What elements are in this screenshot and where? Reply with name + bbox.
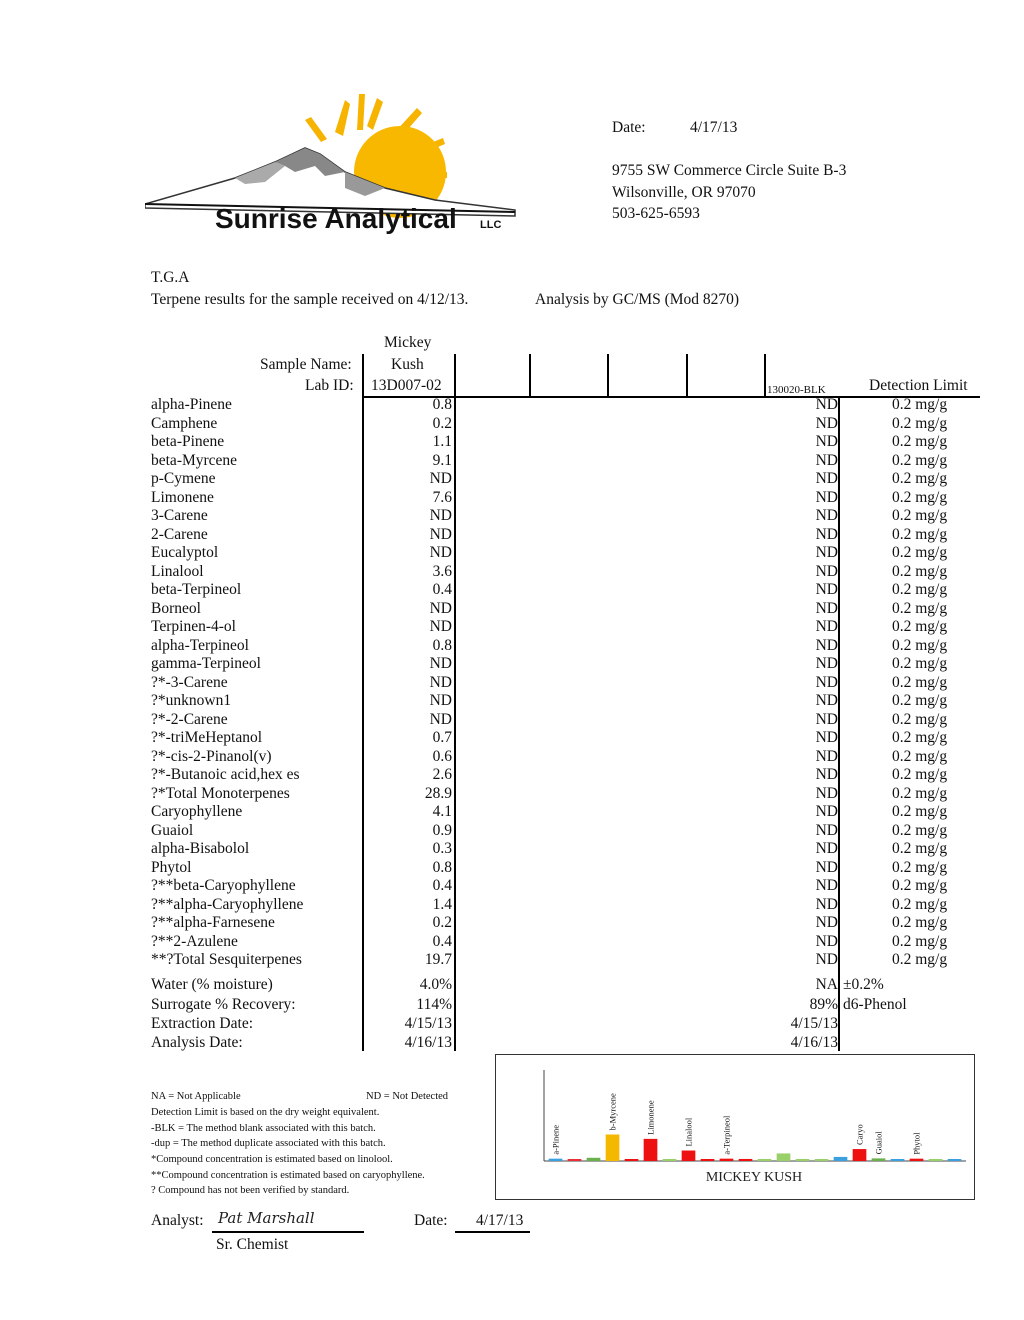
- analyst-title: Sr. Chemist: [216, 1236, 289, 1253]
- chart-svg: [496, 1055, 974, 1199]
- compound-name: Camphene: [151, 414, 218, 432]
- blank-value: ND: [815, 877, 838, 894]
- chart-bar-label: Guaiol: [873, 1131, 884, 1155]
- sample-value: 1.1: [432, 433, 452, 450]
- chart-bar: [701, 1159, 715, 1161]
- summary-value: 4/16/13: [404, 1034, 452, 1051]
- column-divider: [529, 354, 531, 398]
- blank-value: ND: [815, 470, 838, 487]
- note-line: -BLK = The method blank associated with this batch.: [151, 1123, 376, 1134]
- sample-value: ND: [429, 710, 452, 728]
- compound-name: ?*unknown1: [151, 692, 232, 709]
- summary-blank: 4/16/13: [790, 1034, 838, 1051]
- detection-limit: 0.2 mg/g: [892, 507, 948, 524]
- detection-limit: 0.2 mg/g: [892, 525, 948, 543]
- sample-value: 2.6: [432, 766, 452, 783]
- blank-value: ND: [815, 784, 838, 802]
- note-line: ? Compound has not been verified by standard.: [151, 1185, 350, 1196]
- blank-value: ND: [815, 840, 838, 857]
- sample-value: ND: [429, 544, 452, 561]
- blank-value: ND: [815, 766, 838, 783]
- note-line: **Compound concentration is estimated based on caryophyllene.: [151, 1170, 425, 1181]
- summary-label: Surrogate % Recovery:: [151, 996, 296, 1013]
- chart-bar-label: Limonene: [645, 1100, 656, 1135]
- compound-name: gamma-Terpineol: [151, 655, 261, 672]
- blank-value: ND: [815, 396, 838, 413]
- compound-name: **?Total Sesquiterpenes: [151, 951, 302, 968]
- chart-bar-label: b-Myrcene: [607, 1093, 618, 1131]
- blank-value: ND: [815, 821, 838, 839]
- blank-value: ND: [815, 747, 838, 765]
- blank-value: ND: [815, 803, 838, 820]
- signature-date-label: Date:: [414, 1212, 448, 1229]
- blank-value: ND: [815, 951, 838, 968]
- summary-limit: d6-Phenol: [843, 996, 907, 1013]
- compound-name: alpha-Bisabolol: [151, 840, 250, 857]
- chart-bar-label: Linalool: [683, 1117, 694, 1147]
- summary-value: 114%: [416, 996, 452, 1013]
- blank-value: ND: [815, 618, 838, 635]
- blank-value: ND: [815, 932, 838, 950]
- sample-value: 7.6: [432, 488, 452, 506]
- terpene-chart: [495, 1054, 975, 1200]
- detection-limit: 0.2 mg/g: [892, 636, 948, 654]
- blank-value: ND: [815, 544, 838, 561]
- signature-date-value: 4/17/13: [476, 1212, 524, 1229]
- sample-name-line1: Mickey: [384, 334, 432, 351]
- compound-name: beta-Terpineol: [151, 581, 242, 598]
- chart-bar-label: a-Pinene: [550, 1124, 561, 1155]
- chart-bar: [834, 1157, 848, 1161]
- detection-limit: 0.2 mg/g: [892, 618, 948, 635]
- blank-value: ND: [815, 673, 838, 691]
- sample-value: 0.9: [432, 821, 452, 839]
- detection-limit: 0.2 mg/g: [892, 895, 948, 913]
- chart-bar: [606, 1135, 620, 1161]
- detection-limit: 0.2 mg/g: [892, 414, 948, 432]
- detection-limit: 0.2 mg/g: [892, 803, 948, 820]
- chart-bar: [663, 1159, 677, 1161]
- report-method: Analysis by GC/MS (Mod 8270): [535, 291, 740, 308]
- compound-name: Limonene: [151, 488, 214, 506]
- detection-limit: 0.2 mg/g: [892, 655, 948, 672]
- detection-limit: 0.2 mg/g: [892, 433, 948, 450]
- detection-limit: 0.2 mg/g: [892, 710, 948, 728]
- compound-name: Guaiol: [151, 821, 194, 839]
- header-date-label: Date:: [612, 119, 646, 136]
- sample-value: 3.6: [432, 562, 452, 580]
- compound-name: Terpinen-4-ol: [151, 618, 236, 635]
- compound-name: alpha-Terpineol: [151, 636, 249, 654]
- blank-value: ND: [815, 655, 838, 672]
- chart-bar: [587, 1158, 601, 1161]
- chart-bar: [777, 1153, 791, 1161]
- detection-limit: 0.2 mg/g: [892, 692, 948, 709]
- chart-bar: [682, 1151, 696, 1161]
- compound-name: ?*-2-Carene: [151, 710, 228, 728]
- blank-value: ND: [815, 914, 838, 931]
- chart-bar: [910, 1159, 924, 1161]
- sample-value: ND: [429, 507, 452, 524]
- column-divider: [454, 354, 456, 1051]
- sample-value: ND: [429, 692, 452, 709]
- sample-value: 0.2: [432, 914, 452, 931]
- analyst-signature: Pat Marshall: [218, 1209, 315, 1227]
- chart-bar: [625, 1159, 639, 1161]
- detection-limit: 0.2 mg/g: [892, 470, 948, 487]
- header-underline: [362, 396, 980, 398]
- compound-name: ?**2-Azulene: [151, 932, 238, 950]
- chart-title: MICKEY KUSH: [705, 1170, 803, 1185]
- compound-name: ?**alpha-Farnesene: [151, 914, 275, 931]
- compound-name: ?*-cis-2-Pinanol(v): [151, 747, 272, 765]
- detection-limit: 0.2 mg/g: [892, 451, 948, 469]
- compound-name: ?**beta-Caryophyllene: [151, 877, 296, 894]
- detection-limit: 0.2 mg/g: [892, 599, 948, 617]
- sample-value: 0.4: [432, 877, 452, 894]
- blank-value: ND: [815, 562, 838, 580]
- compound-name: 3-Carene: [151, 507, 208, 524]
- date-line: [455, 1231, 530, 1233]
- chart-bar: [853, 1149, 867, 1161]
- blank-value: ND: [815, 451, 838, 469]
- blank-value: ND: [815, 433, 838, 450]
- chart-bar: [796, 1159, 810, 1161]
- chart-bar: [891, 1159, 905, 1161]
- summary-blank: 89%: [809, 996, 838, 1013]
- chart-bar: [568, 1159, 582, 1161]
- compound-name: Linalool: [151, 562, 204, 580]
- chart-bar-label: Phytol: [911, 1132, 922, 1155]
- chart-bar: [644, 1139, 658, 1161]
- summary-label: Analysis Date:: [151, 1034, 243, 1051]
- blank-value: ND: [815, 507, 838, 524]
- column-divider: [838, 396, 840, 1051]
- sample-value: 0.4: [432, 932, 452, 950]
- compound-name: ?*-3-Carene: [151, 673, 228, 691]
- sample-value: ND: [429, 655, 452, 672]
- report-description: Terpene results for the sample received on 4/12/13.: [151, 291, 469, 308]
- compound-name: ?**alpha-Caryophyllene: [151, 895, 304, 913]
- detection-limit: 0.2 mg/g: [892, 396, 948, 413]
- client-name: T.G.A: [151, 269, 190, 286]
- detection-limit-header: Detection Limit: [869, 377, 968, 394]
- sample-value: 4.1: [432, 803, 452, 820]
- blank-value: ND: [815, 858, 838, 876]
- compound-name: 2-Carene: [151, 525, 208, 543]
- note-na: NA = Not Applicable: [151, 1091, 241, 1102]
- sample-value: ND: [429, 470, 452, 487]
- chart-bar: [929, 1159, 943, 1161]
- sample-value: 0.2: [432, 414, 452, 432]
- address-line2: Wilsonville, OR 97070: [612, 184, 756, 201]
- sample-value: ND: [429, 599, 452, 617]
- summary-blank: 4/15/13: [790, 1015, 838, 1032]
- column-divider: [607, 354, 609, 398]
- note-nd: ND = Not Detected: [366, 1091, 449, 1102]
- summary-limit: ±0.2%: [843, 976, 884, 993]
- blank-value: ND: [815, 525, 838, 543]
- sample-value: 19.7: [424, 951, 452, 968]
- compound-name: Caryophyllene: [151, 803, 243, 820]
- detection-limit: 0.2 mg/g: [892, 784, 948, 802]
- header-date-value: 4/17/13: [690, 119, 738, 136]
- chart-bar: [948, 1159, 962, 1161]
- column-divider: [764, 354, 766, 398]
- address-line1: 9755 SW Commerce Circle Suite B-3: [612, 162, 847, 179]
- column-divider: [686, 354, 688, 398]
- sample-value: 0.6: [432, 747, 452, 765]
- blank-value: ND: [815, 692, 838, 709]
- compound-name: ?*-triMeHeptanol: [151, 729, 263, 746]
- summary-blank: NA: [815, 976, 838, 993]
- chart-bar: [758, 1159, 772, 1161]
- chart-bar-label: a-Terpineol: [721, 1115, 732, 1155]
- note-line: -dup = The method duplicate associated with this batch.: [151, 1138, 386, 1149]
- sample-value: 0.8: [432, 396, 452, 413]
- detection-limit: 0.2 mg/g: [892, 562, 948, 580]
- chart-bar-label: Caryo: [854, 1124, 865, 1146]
- detection-limit: 0.2 mg/g: [892, 932, 948, 950]
- compound-name: ?*Total Monoterpenes: [151, 784, 290, 802]
- sample-value: 0.4: [432, 581, 452, 598]
- sample-value: 9.1: [432, 451, 452, 469]
- sample-value: 0.8: [432, 858, 452, 876]
- detection-limit: 0.2 mg/g: [892, 951, 948, 968]
- compound-name: alpha-Pinene: [151, 396, 232, 413]
- sample-name-line2: Kush: [391, 356, 424, 373]
- sample-value: 1.4: [432, 895, 452, 913]
- detection-limit: 0.2 mg/g: [892, 581, 948, 598]
- blank-value: ND: [815, 581, 838, 598]
- compound-name: Phytol: [151, 858, 192, 876]
- sample-value: 0.7: [432, 729, 452, 746]
- summary-label: Water (% moisture): [151, 976, 273, 993]
- detection-limit: 0.2 mg/g: [892, 914, 948, 931]
- detection-limit: 0.2 mg/g: [892, 488, 948, 506]
- lab-id-value: 13D007-02: [371, 377, 442, 394]
- compound-name: Borneol: [151, 599, 201, 617]
- detection-limit: 0.2 mg/g: [892, 766, 948, 783]
- compound-name: beta-Myrcene: [151, 451, 238, 469]
- summary-label: Extraction Date:: [151, 1015, 253, 1032]
- sample-name-label: Sample Name:: [260, 356, 352, 373]
- blank-value: ND: [815, 636, 838, 654]
- blank-value: ND: [815, 488, 838, 506]
- summary-value: 4/15/13: [404, 1015, 452, 1032]
- detection-limit: 0.2 mg/g: [892, 840, 948, 857]
- sample-value: 0.3: [432, 840, 452, 857]
- blank-id: 130020-BLK: [767, 384, 826, 396]
- note-line: *Compound concentration is estimated based on linolool.: [151, 1154, 393, 1165]
- summary-value: 4.0%: [419, 976, 452, 993]
- compound-name: p-Cymene: [151, 470, 216, 487]
- chart-bar: [549, 1159, 563, 1161]
- chart-bar: [739, 1159, 753, 1161]
- company-name: Sunrise Analytical: [215, 203, 457, 234]
- sample-value: ND: [429, 618, 452, 635]
- sample-value: ND: [429, 673, 452, 691]
- chart-bar: [815, 1159, 829, 1161]
- detection-limit: 0.2 mg/g: [892, 747, 948, 765]
- note-line: Detection Limit is based on the dry weight equivalent.: [151, 1107, 380, 1118]
- sample-value: 28.9: [424, 784, 452, 802]
- detection-limit: 0.2 mg/g: [892, 673, 948, 691]
- sample-value: ND: [429, 525, 452, 543]
- detection-limit: 0.2 mg/g: [892, 858, 948, 876]
- chart-bar: [872, 1158, 886, 1161]
- company-suffix: LLC: [480, 219, 502, 231]
- analyst-label: Analyst:: [151, 1212, 204, 1229]
- blank-value: ND: [815, 710, 838, 728]
- blank-value: ND: [815, 599, 838, 617]
- compound-name: beta-Pinene: [151, 433, 225, 450]
- sample-value: 0.8: [432, 636, 452, 654]
- lab-id-label: Lab ID:: [305, 377, 354, 394]
- chart-bar: [720, 1159, 734, 1161]
- sunrise-analytical-logo: [145, 92, 520, 242]
- blank-value: ND: [815, 414, 838, 432]
- blank-value: ND: [815, 729, 838, 746]
- detection-limit: 0.2 mg/g: [892, 544, 948, 561]
- compound-name: Eucalyptol: [151, 544, 219, 561]
- detection-limit: 0.2 mg/g: [892, 877, 948, 894]
- detection-limit: 0.2 mg/g: [892, 821, 948, 839]
- signature-line: [212, 1231, 364, 1233]
- phone: 503-625-6593: [612, 205, 700, 222]
- blank-value: ND: [815, 895, 838, 913]
- detection-limit: 0.2 mg/g: [892, 729, 948, 746]
- compound-name: ?*-Butanoic acid,hex es: [151, 766, 300, 783]
